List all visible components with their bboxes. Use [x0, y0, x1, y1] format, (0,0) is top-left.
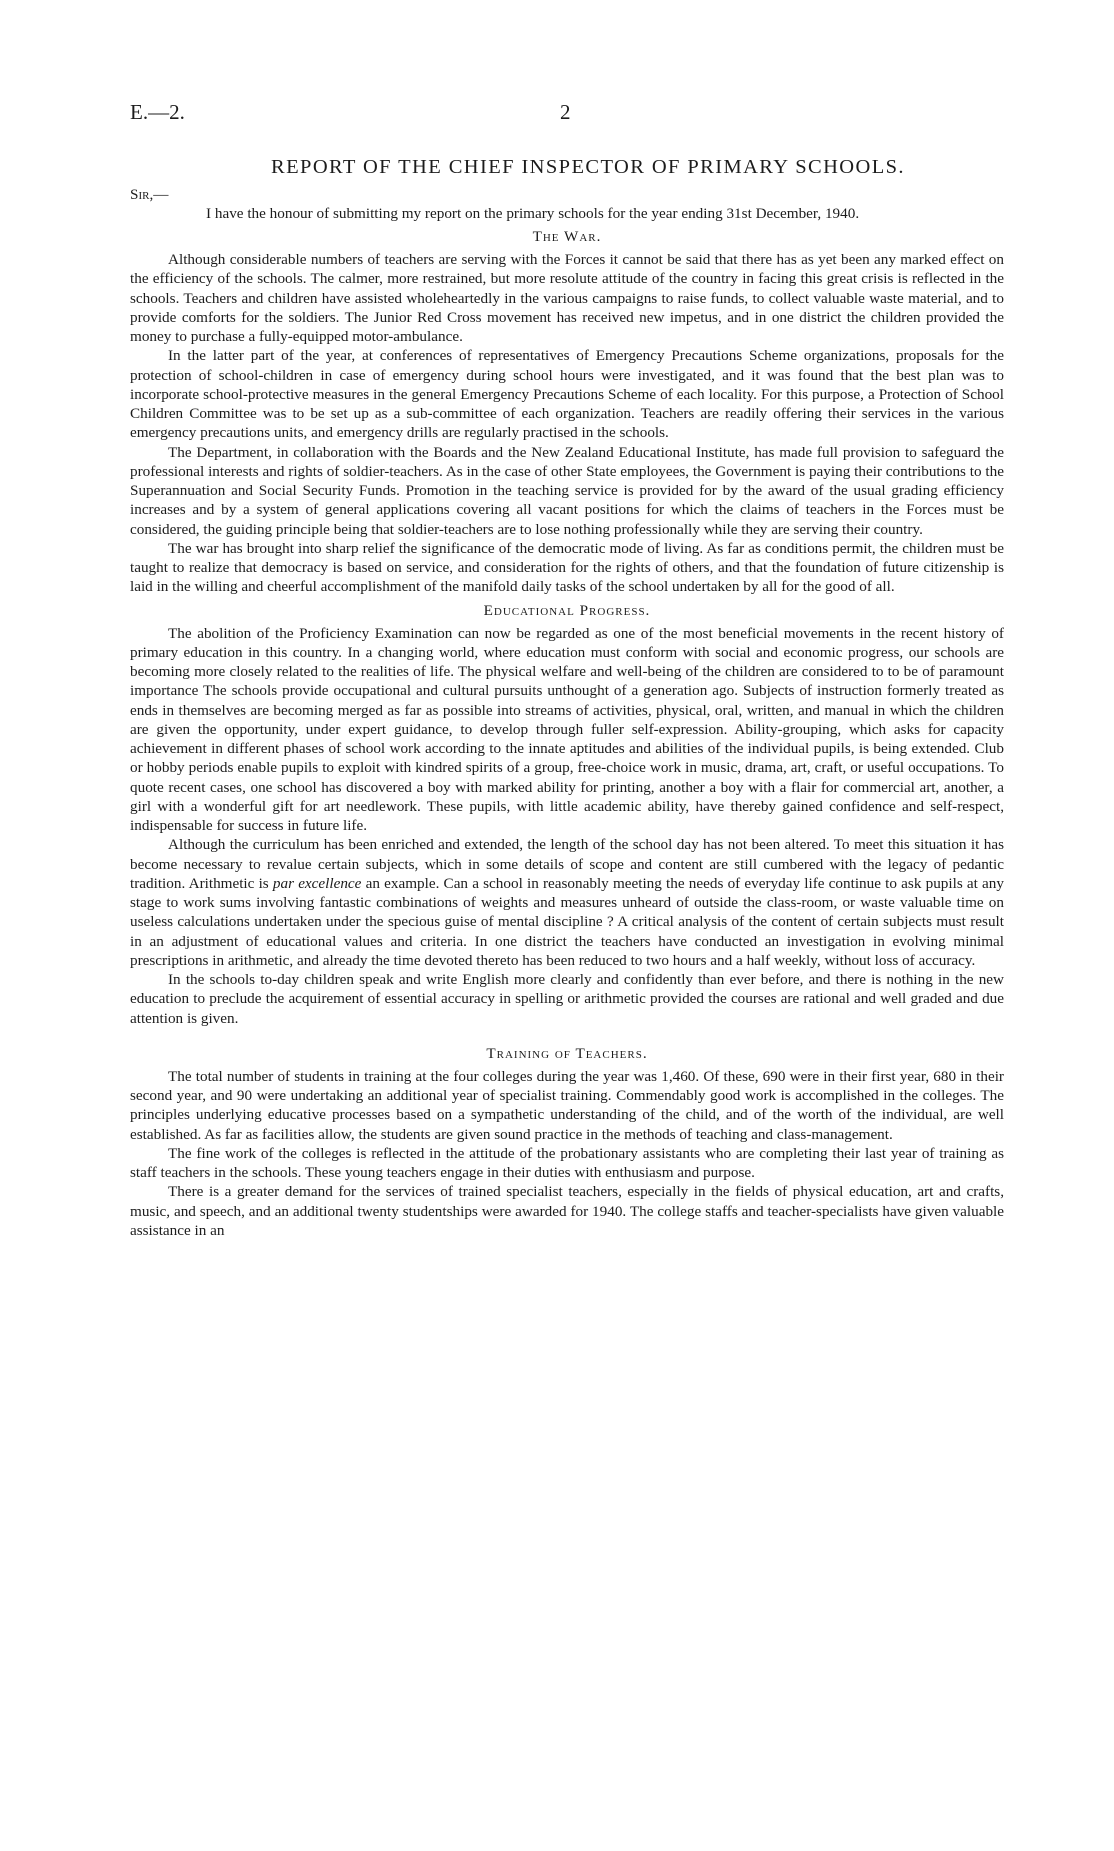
paragraph: There is a greater demand for the services of trained specialist teachers, especially in the fields of physical education, art and crafts, music, and speech, and an additional twenty studentships were awarded for 1940. The college staffs and teacher-specialists have given valuable assistance in an	[130, 1183, 1004, 1239]
document-page	[130, 100, 1004, 1240]
paragraph-text: Although the curriculum has been enriched and extended, the length of the school day has not been altered. To meet this situation it has become necessary to revalue certain subjects, which in some details of scope and content are still cumbered with the legacy of pedantic tradition. Arithmetic is	[130, 836, 1004, 892]
document-reference: E.—2.	[130, 100, 185, 124]
intro-paragraph: I have the honour of submitting my report on the primary schools for the year ending 31st December, 1940.	[206, 205, 860, 222]
salutation: Sir,—	[130, 186, 169, 203]
paragraph: The war has brought into sharp relief the significance of the democratic mode of living. As far as conditions permit, the children must be taught to realize that democracy is based on service, and consideration for the rights of others, and that the foundation of future citizenship is laid in the willing and cheerful accomplishment of the manifold daily tasks of the school undertaken by all for the good of all.	[130, 539, 1004, 596]
section-heading-educational-progress: Educational Progress.	[483, 601, 651, 619]
paragraph: In the schools to-day children speak and write English more clearly and confidently than ever before, and there is nothing in the new education to preclude the acquirement of essential accuracy in spelling or arithmetic provided the courses are rational and well graded and due attention is given.	[130, 971, 1004, 1027]
section-heading-training-of-teachers: Training of Teachers.	[486, 1044, 648, 1062]
report-title: REPORT OF THE CHIEF INSPECTOR OF PRIMARY SCHOOLS.	[271, 156, 905, 178]
page-header	[130, 100, 1004, 130]
paragraph: The abolition of the Proficiency Examination can now be regarded as one of the most beneficial movements in the recent history of primary education in this country. In a changing world, where education must conform with social and economic progress, our schools are becoming more closely related to the realities of life. The physical welfare and well-being of the children are considered to to be of paramount importance The schools provide occupational and cultural pursuits unthought of a generation ago. Subjects of instruction formerly treated as ends in themselves are becoming merged as far as possible into streams of activities, physical, oral, written, and manual in which the children are given the opportunity, under expert guidance, to develop through fuller self-expression. Ability-grouping, which asks for capacity achievement in different phases of school work according to the innate aptitudes and abilities of the individual pupils, is being extended. Club or hobby periods enable pupils to exploit with kindred spirits of a group, free-choice work in music, drama, art, craft, or useful occupations. To quote recent cases, one school has discovered a boy with marked ability for printing, another a boy with a flair for commercial art, another, a girl with a wonderful gift for art needlework. These pupils, with little academic ability, have thereby gained confidence and self-respect, indispensable for success in future life.	[130, 624, 1004, 835]
page-number: 2	[560, 100, 571, 124]
paragraph: The Department, in collaboration with the Boards and the New Zealand Educational Institute, has made full provision to safeguard the professional interests and rights of soldier-teachers. As in the case of other State employees, the Government is paying their contributions to the Superannuation and Social Security Funds. Promotion in the teaching service is provided for by the award of the usual grading efficiency increases and by a system of general applications covering all vacant positions for which the claims of teachers in the Forces must be considered, the guiding principle being that soldier-teachers are to lose nothing professionally while they are serving their country.	[130, 443, 1004, 538]
paragraph: Although considerable numbers of teachers are serving with the Forces it cannot be said that there has as yet been any marked effect on the efficiency of the schools. The calmer, more restrained, but more resolute attitude of the country in facing this great crisis is reflected in the schools. Teachers and children have assisted wholeheartedly in the various campaigns to raise funds, to collect valuable waste material, and to provide comforts for the soldiers. The Junior Red Cross movement has received new impetus, and in one district the children provided the money to purchase a fully-equipped motor-ambulance.	[130, 251, 1004, 346]
paragraph: The total number of students in training at the four colleges during the year was 1,460. Of these, 690 were in their first year, 680 in their second year, and 90 were undertaking an additional year of specialist training. Commendably good work is accomplished in the colleges. The principles underlying educative processes based on a sympathetic understanding of the child, and of the worth of the individual, are well established. As far as facilities allow, the students are given sound practice in the methods of teaching and class-management.	[130, 1067, 1004, 1143]
paragraph: In the latter part of the year, at conferences of representatives of Emergency Precautions Scheme organizations, proposals for the protection of school-children in case of emergency during school hours were investigated, and it was found that the best plan was to incorporate school-protective measures in the general Emergency Precautions Scheme of each locality. For this purpose, a Protection of School Children Committee was to be set up as a sub-committee of each organization. Teachers are readily offering their services in the various emergency precautions units, and emergency drills are regularly practised in the schools.	[130, 347, 1004, 442]
italic-phrase: par excellence	[272, 874, 362, 892]
paragraph-arithmetic	[130, 835, 1004, 970]
paragraph-text: an example. Can a school in reasonably meeting the needs of everyday life continue to ask pupils at any stage to work sums involving fantastic combinations of weights and measures unheard of outside the class-room, or waste valuable time on useless calculations undertaken under the specious guise of mental discipline ? A critical analysis of the content of certain subjects must result in an adjustment of educational values and criteria. In one district the teachers have conducted an investigation in evolving minimal prescriptions in arithmetic, and already the time devoted thereto has been reduced to two hours and a half weekly, without loss of accuracy.	[130, 874, 1004, 969]
section-heading-war: The War.	[532, 228, 602, 246]
paragraph: The fine work of the colleges is reflected in the attitude of the probationary assistants who are completing their last year of training as staff teachers in the schools. These young teachers engage in their duties with enthusiasm and purpose.	[130, 1144, 1004, 1182]
